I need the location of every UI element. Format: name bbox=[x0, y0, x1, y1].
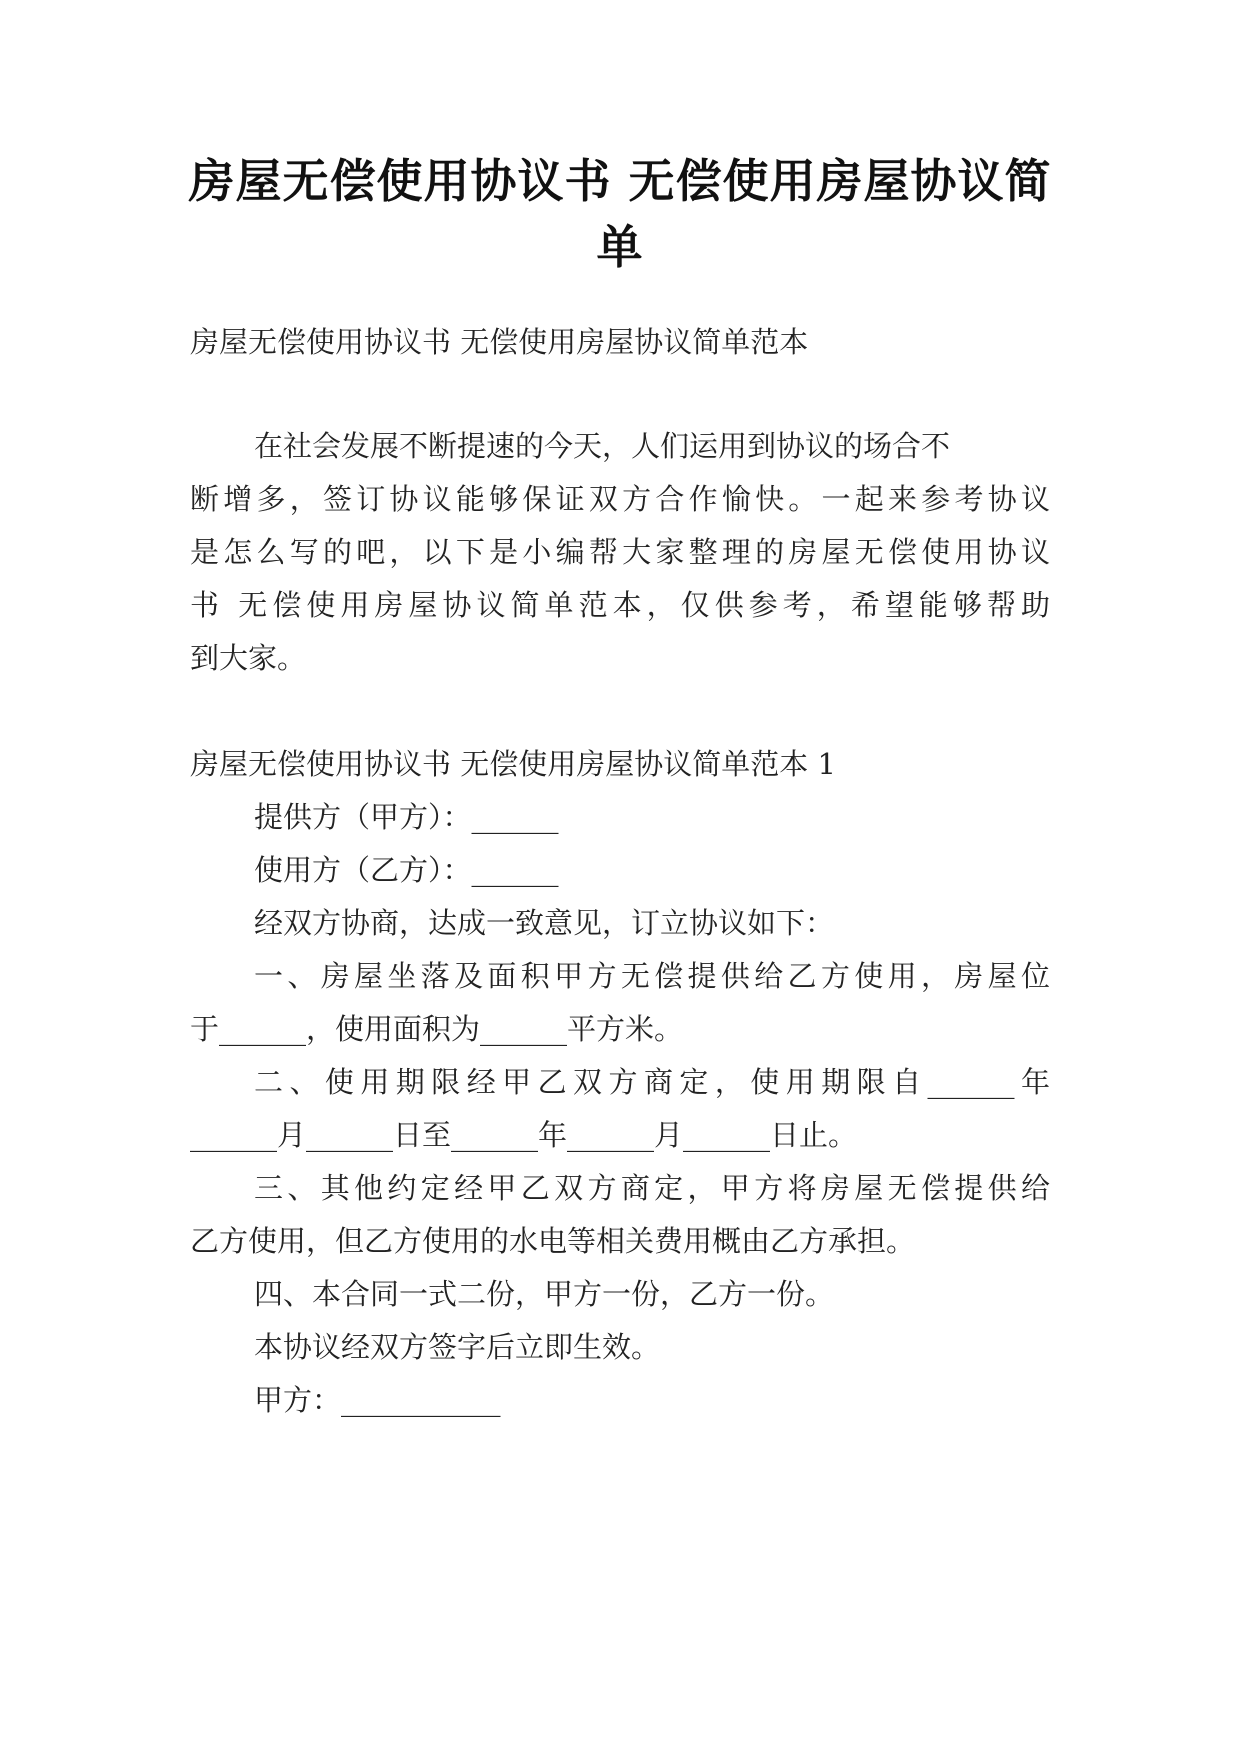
title-line-1: 房屋无偿使用协议书 无偿使用房屋协议简 bbox=[188, 154, 1052, 208]
clause-2-line-2: ______月______日至______年______月______日止。 bbox=[190, 1118, 858, 1152]
intro-line-3: 是怎么写的吧，以下是小编帮大家整理的房屋无偿使用协议 bbox=[190, 535, 1050, 569]
intro-line-1: 在社会发展不断提速的今天，人们运用到协议的场合不 bbox=[254, 429, 951, 463]
title-line-2: 单 bbox=[596, 220, 644, 274]
clause-4-line: 四、本合同一式二份，甲方一份，乙方一份。 bbox=[254, 1277, 835, 1311]
clause-2-line-1: 二、使用期限经甲乙双方商定，使用期限自______年 bbox=[254, 1065, 1050, 1099]
intro-line-2: 断增多，签订协议能够保证双方合作愉快。一起来参考协议 bbox=[190, 482, 1050, 516]
party-a-signature: 甲方：___________ bbox=[254, 1383, 501, 1417]
provider-line: 提供方（甲方）：______ bbox=[254, 800, 559, 834]
effective-line: 本协议经双方签字后立即生效。 bbox=[254, 1330, 661, 1364]
clause-3-line-2: 乙方使用，但乙方使用的水电等相关费用概由乙方承担。 bbox=[190, 1224, 916, 1258]
intro-line-4: 书 无偿使用房屋协议简单范本，仅供参考，希望能够帮助 bbox=[190, 588, 1050, 622]
clause-1-line-1: 一、房屋坐落及面积甲方无偿提供给乙方使用，房屋位 bbox=[254, 959, 1050, 993]
clause-3-line-1: 三、其他约定经甲乙双方商定，甲方将房屋无偿提供给 bbox=[254, 1171, 1050, 1205]
document-title bbox=[150, 148, 1090, 280]
consensus-line: 经双方协商，达成一致意见，订立协议如下： bbox=[254, 906, 835, 940]
user-line: 使用方（乙方）：______ bbox=[254, 853, 559, 887]
sample-heading: 房屋无偿使用协议书 无偿使用房屋协议简单范本 1 bbox=[190, 747, 836, 781]
subtitle: 房屋无偿使用协议书 无偿使用房屋协议简单范本 bbox=[190, 325, 809, 359]
intro-line-5: 到大家。 bbox=[190, 641, 307, 675]
clause-1-line-2: 于______，使用面积为______平方米。 bbox=[190, 1012, 684, 1046]
